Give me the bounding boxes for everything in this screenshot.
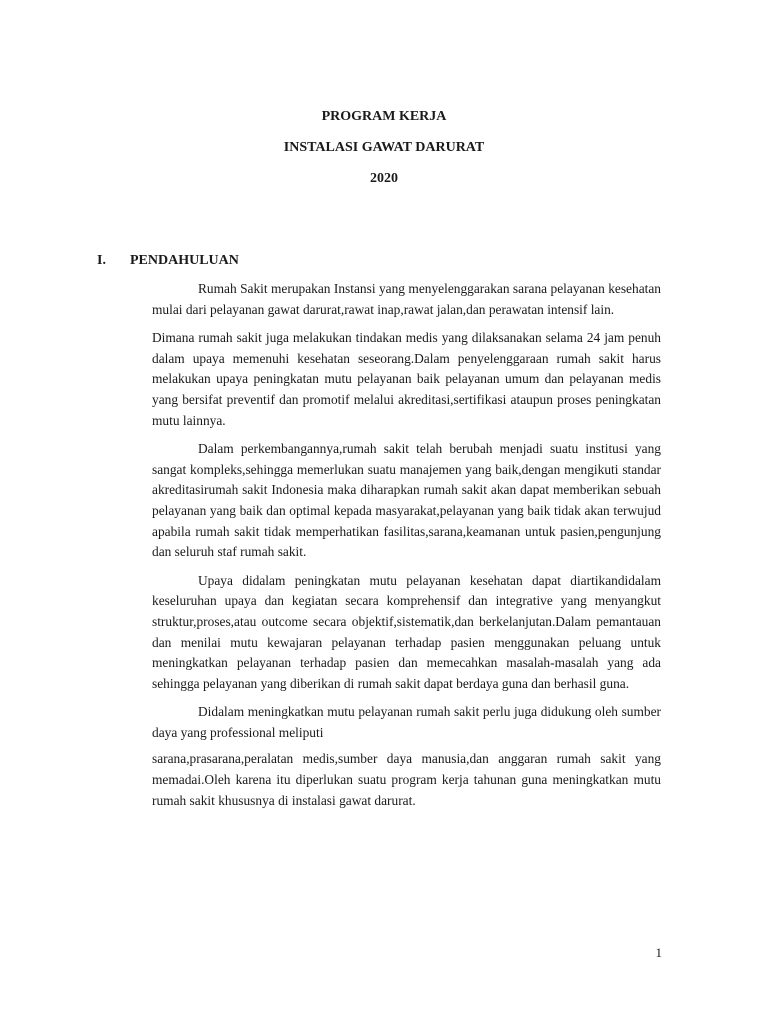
paragraph-4: Upaya didalam peningkatan mutu pelayanan kesehatan dapat diartikandidalam keseluruhan upaya dan kegiatan secara komprehensif dan integrative yang menyangkut struktur,proses,atau outcome secara objektif,sistematik,dan berkelanjutan.Dalam pemantauan dan menilai mutu kewajaran pelayanan terhadap pasien menggunakan peluang untuk meningkatkan pelayanan terhadap pasien dan memecahkan masalah-masalah yang ada sehingga pelayanan yang diberikan di rumah sakit dapat berdaya guna dan berhasil guna. (152, 572, 661, 691)
section-body (152, 279, 661, 819)
page-number: 1 (655, 945, 662, 960)
paragraph-6: sarana,prasarana,peralatan medis,sumber daya manusia,dan anggaran rumah sakit yang memadai.Oleh karena itu diperlukan suatu program kerja tahunan guna meningkatkan mutu rumah sakit khususnya di instalasi gawat darurat. (152, 751, 661, 808)
paragraph-3: Dalam perkembangannya,rumah sakit telah berubah menjadi suatu institusi yang sangat kompleks,sehingga memerlukan suatu manajemen yang baik,dengan mengikuti standar akreditasirumah sakit Indonesia maka diharapkan rumah sakit akan dapat memberikan sebuah pelayanan yang baik dan optimal kepada masyarakat,pelayanan yang baik tidak akan terwujud apabila rumah sakit tidak memperhatikan fasilitas,sarana,keamanan untuk pasien,pengunjung dan seluruh staf rumah sakit. (152, 441, 661, 560)
title-line-year: 2020 (370, 171, 398, 186)
section-number: I. (97, 253, 106, 268)
section-heading-pendahuluan (97, 251, 239, 271)
title-line-program-kerja: PROGRAM KERJA (321, 109, 447, 124)
title-line-instalasi: INSTALASI GAWAT DARURAT (283, 140, 485, 155)
paragraph-5: Didalam meningkatkan mutu pelayanan rumah sakit perlu juga didukung oleh sumber daya yang professional meliputi (152, 704, 661, 740)
document-title-block (0, 106, 768, 199)
section-title: PENDAHULUAN (130, 253, 239, 268)
paragraph-2: Dimana rumah sakit juga melakukan tindakan medis yang dilaksanakan selama 24 jam penuh dalam upaya memenuhi kesehatan seseorang.Dalam penyelenggaraan rumah sakit harus melakukan upaya peningkatan mutu pelayanan baik pelayanan umum dan pelayanan medis yang bersifat preventif dan promotif melalui akreditasi,sertifikasi ataupun proses peningkatan mutu lainnya. (152, 330, 661, 428)
paragraph-1: Rumah Sakit merupakan Instansi yang menyelenggarakan sarana pelayanan kesehatan mulai dari pelayanan gawat darurat,rawat inap,rawat jalan,dan perawatan intensif lain. (152, 281, 661, 317)
